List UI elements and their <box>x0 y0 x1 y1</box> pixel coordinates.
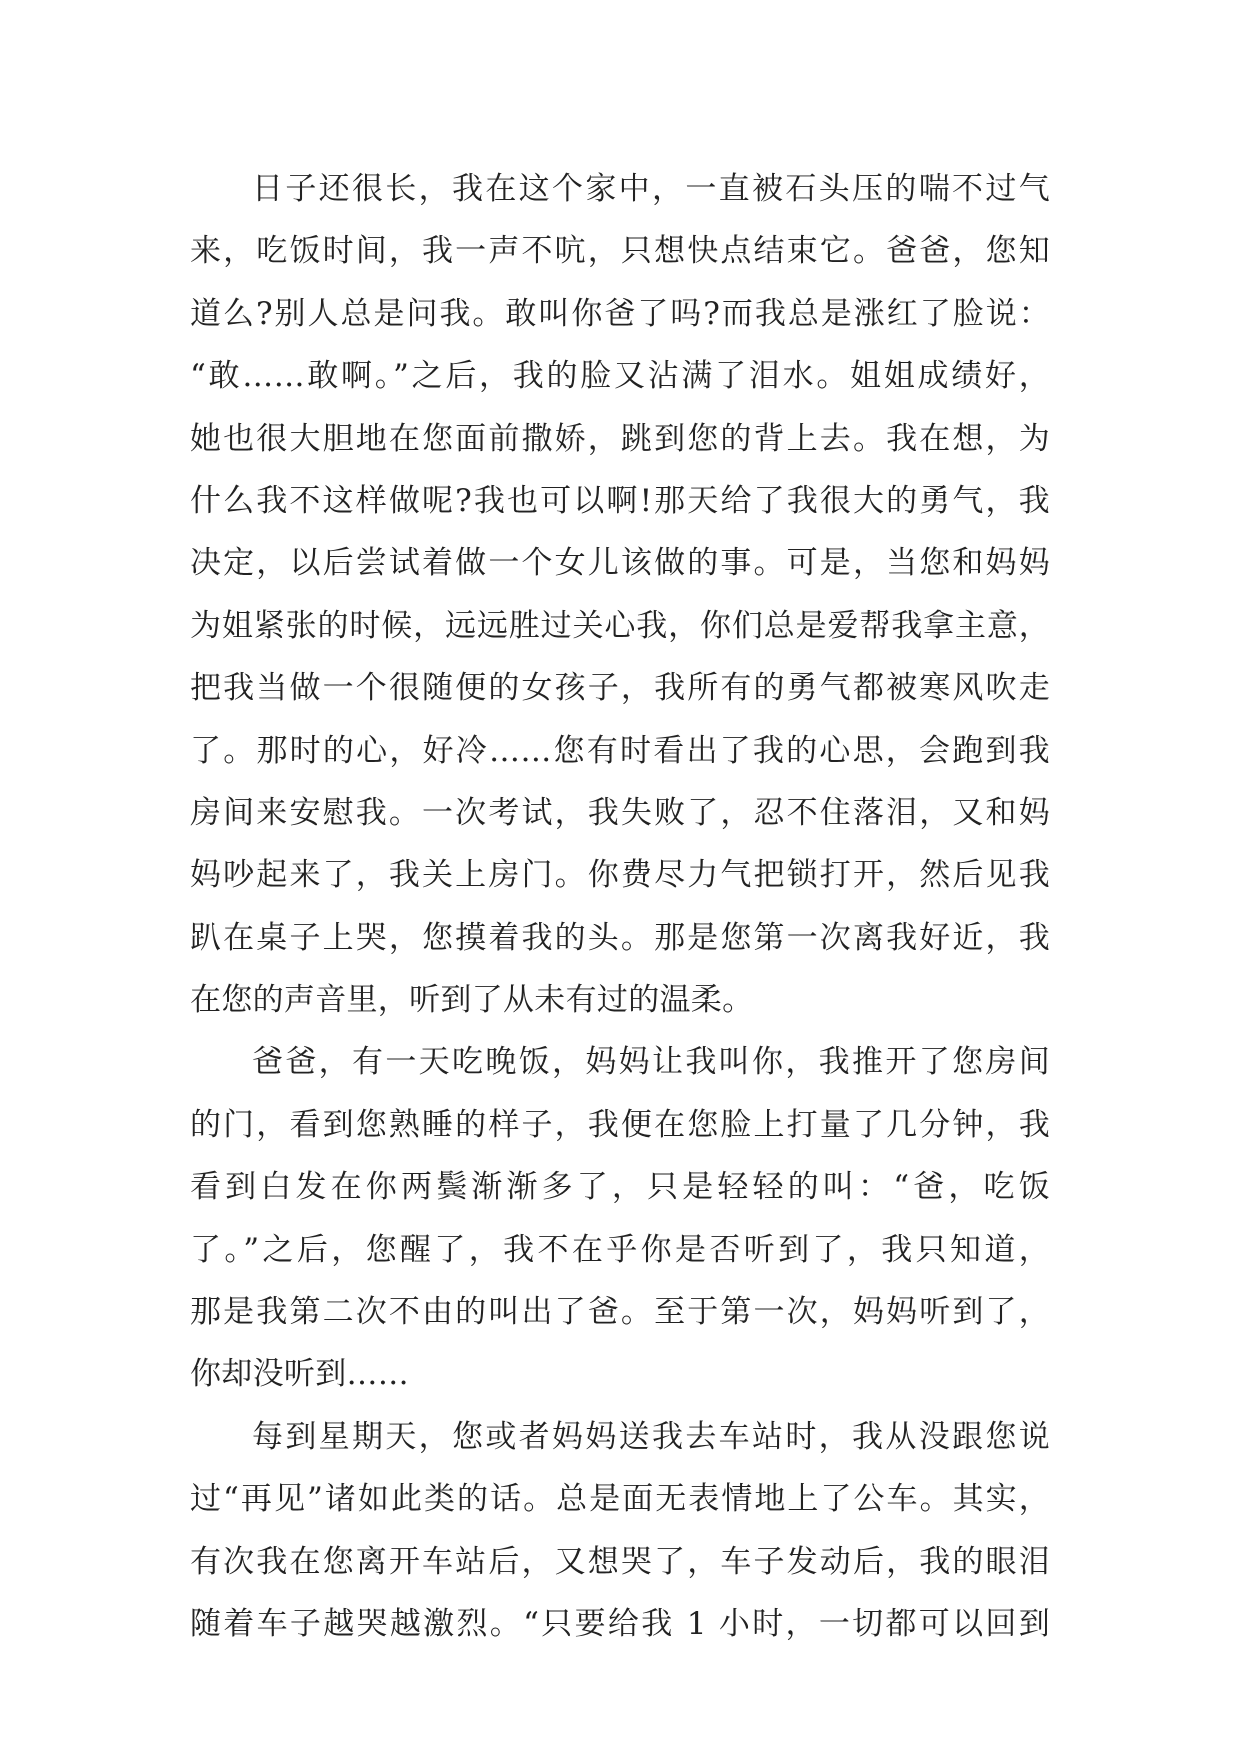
paragraph-line: 决定，以后尝试着做一个女儿该做的事。可是，当您和妈妈 <box>190 545 1050 582</box>
paragraph-line: 了。”之后，您醒了，我不在乎你是否听到了，我只知道， <box>190 1231 1050 1268</box>
paragraph-line: 她也很大胆地在您面前撒娇，跳到您的背上去。我在想，为 <box>190 420 1050 457</box>
paragraph-line: 把我当做一个很随便的女孩子，我所有的勇气都被寒风吹走 <box>190 670 1050 707</box>
paragraph-line: 那是我第二次不由的叫出了爸。至于第一次，妈妈听到了， <box>190 1294 1050 1331</box>
paragraph-line: 每到星期天，您或者妈妈送我去车站时，我从没跟您说 <box>252 1418 1050 1455</box>
paragraph-line: 房间来安慰我。一次考试，我失败了，忍不住落泪，又和妈 <box>190 794 1050 831</box>
paragraph-line: 为姐紧张的时候，远远胜过关心我，你们总是爱帮我拿主意， <box>190 607 1050 644</box>
paragraph-line: 爸爸，有一天吃晚饭，妈妈让我叫你，我推开了您房间 <box>252 1044 1050 1081</box>
paragraph-line: 日子还很长，我在这个家中，一直被石头压的喘不过气 <box>252 171 1050 207</box>
paragraph-line: 随着车子越哭越激烈。“只要给我 1 小时，一切都可以回到 <box>190 1605 1050 1642</box>
paragraph-line: 你却没听到…… <box>190 1356 410 1393</box>
paragraph-line: 在您的声音里，听到了从未有过的温柔。 <box>190 982 754 1019</box>
paragraph-line: 道么?别人总是问我。敢叫你爸了吗?而我总是涨红了脸说： <box>190 295 1050 332</box>
paragraph-line: 过“再见”诸如此类的话。总是面无表情地上了公车。其实， <box>190 1481 1050 1518</box>
paragraph-line: 有次我在您离开车站后，又想哭了，车子发动后，我的眼泪 <box>190 1543 1050 1580</box>
paragraph-line: 妈吵起来了，我关上房门。你费尽力气把锁打开，然后见我 <box>190 857 1050 894</box>
paragraph-line: 什么我不这样做呢?我也可以啊!那天给了我很大的勇气，我 <box>190 482 1050 519</box>
paragraph-line: “敢……敢啊。”之后，我的脸又沾满了泪水。姐姐成绩好， <box>190 358 1050 395</box>
paragraph-line: 看到白发在你两鬓渐渐多了，只是轻轻的叫：“爸，吃饭 <box>190 1169 1050 1206</box>
paragraph-line: 的门，看到您熟睡的样子，我便在您脸上打量了几分钟，我 <box>190 1106 1050 1143</box>
body-text <box>190 158 1050 1655</box>
paragraph-line: 趴在桌子上哭，您摸着我的头。那是您第一次离我好近，我 <box>190 919 1050 956</box>
paragraph-line: 来，吃饭时间，我一声不吭，只想快点结束它。爸爸，您知 <box>190 233 1050 270</box>
paragraph-line: 了。那时的心，好冷……您有时看出了我的心思，会跑到我 <box>190 732 1050 769</box>
